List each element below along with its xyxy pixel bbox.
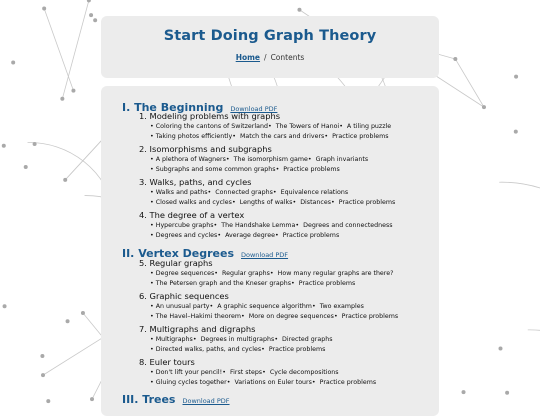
pattern-node: [63, 178, 67, 182]
section-list: • Degree sequences• Regular graphs• How many regular graphs are there?: [150, 270, 394, 277]
section-link[interactable]: A tiling puzzle: [346, 123, 392, 130]
pattern-node: [71, 89, 75, 93]
pattern-arc: [528, 330, 540, 405]
chapter-title[interactable]: 8. Euler tours: [139, 357, 195, 367]
section-link[interactable]: Practice problems: [298, 280, 356, 287]
pattern-node: [46, 399, 50, 403]
section-link[interactable]: Hypercube graphs: [155, 222, 214, 229]
pattern-node: [453, 57, 457, 61]
chapter-title[interactable]: 6. Graphic sequences: [139, 291, 229, 301]
section-list: • Coloring the cantons of Switzerland• The Towers of Hanoi• A tiling puzzle: [150, 123, 392, 130]
section-link[interactable]: The Towers of Hanoi: [275, 123, 340, 130]
pattern-node: [482, 105, 486, 109]
section-link[interactable]: Degrees and connectedness: [303, 222, 393, 229]
section-link[interactable]: More on degree sequences: [248, 313, 334, 320]
pattern-node: [81, 311, 85, 315]
section-list: • Walks and paths• Connected graphs• Equivalence relations: [150, 189, 349, 196]
chapter-title[interactable]: 1. Modeling problems with graphs: [139, 111, 281, 121]
section-link[interactable]: Distances: [300, 199, 332, 206]
pattern-node: [33, 142, 37, 146]
section-link[interactable]: Directed graphs: [282, 336, 333, 343]
pattern-edge: [455, 59, 484, 107]
section-list: • The Petersen graph and the Kneser graphs• Practice problems: [150, 280, 356, 287]
section-link[interactable]: Gluing cycles together: [155, 379, 227, 386]
section-link[interactable]: Practice problems: [332, 133, 389, 140]
section-link[interactable]: A plethora of Wagners: [155, 156, 226, 163]
section-link[interactable]: An unusual party: [155, 303, 210, 310]
breadcrumb-current: Contents: [270, 53, 305, 62]
section-link[interactable]: Regular graphs: [222, 270, 270, 277]
pattern-node: [505, 391, 509, 395]
pattern-node: [41, 373, 45, 377]
chapter-title[interactable]: 3. Walks, paths, and cycles: [139, 177, 252, 187]
pattern-node: [66, 319, 70, 323]
page-title: Start Doing Graph Theory: [163, 28, 377, 44]
section-link[interactable]: Connected graphs: [215, 189, 273, 196]
section-link[interactable]: Practice problems: [283, 166, 340, 173]
pattern-node: [3, 304, 7, 308]
section-link[interactable]: Match the cars and drivers: [239, 133, 325, 140]
section-link[interactable]: A graphic sequence algorithm: [217, 303, 312, 310]
section-link[interactable]: The Havel–Hakimi theorem: [155, 313, 242, 320]
section-link[interactable]: Practice problems: [338, 199, 396, 206]
section-link[interactable]: Practice problems: [319, 379, 377, 386]
part-title[interactable]: III. Trees: [122, 393, 176, 406]
section-list: • Subgraphs and some common graphs• Practice problems: [150, 166, 340, 173]
pattern-node: [60, 97, 64, 101]
pattern-node: [297, 8, 301, 12]
section-link[interactable]: How many regular graphs are there?: [277, 270, 394, 277]
section-list: • An unusual party• A graphic sequence algorithm• Two examples: [150, 303, 364, 310]
section-link[interactable]: Average degree: [225, 232, 275, 239]
section-link[interactable]: Two examples: [319, 303, 364, 310]
section-link[interactable]: Multigraphs: [155, 336, 193, 343]
section-list: • Directed walks, paths, and cycles• Practice problems: [150, 346, 326, 353]
chapter-title[interactable]: 5. Regular graphs: [139, 258, 213, 268]
pattern-node: [90, 397, 94, 401]
pattern-node: [514, 75, 518, 79]
section-list: • Closed walks and cycles• Lengths of walks• Distances• Practice problems: [150, 199, 396, 206]
section-list: • A plethora of Wagners• The isomorphism game• Graph invariants: [150, 156, 369, 163]
section-link[interactable]: Degrees and cycles: [155, 232, 218, 239]
download-pdf-link[interactable]: Download PDF: [182, 397, 230, 405]
section-link[interactable]: Closed walks and cycles: [155, 199, 232, 206]
part-heading: [122, 388, 230, 407]
chapter-title[interactable]: 7. Multigraphs and digraphs: [139, 324, 256, 334]
chapter-title[interactable]: 2. Isomorphisms and subgraphs: [139, 144, 272, 154]
section-link[interactable]: Subgraphs and some common graphs: [155, 166, 276, 173]
breadcrumb-separator: /: [264, 53, 267, 62]
pattern-edge: [44, 9, 73, 91]
section-list: • Don't lift your pencil!• First steps• Cycle decompositions: [150, 369, 339, 376]
section-link[interactable]: Coloring the cantons of Switzerland: [155, 123, 268, 130]
section-link[interactable]: Directed walks, paths, and cycles: [155, 346, 262, 353]
download-pdf-link[interactable]: Download PDF: [230, 105, 278, 113]
section-link[interactable]: Graph invariants: [315, 156, 369, 163]
part-title[interactable]: II. Vertex Degrees: [122, 247, 234, 260]
pattern-node: [93, 18, 97, 22]
section-list: • The Havel–Hakimi theorem• More on degree sequences• Practice problems: [150, 313, 399, 320]
section-list: • Hypercube graphs• The Handshake Lemma• Degrees and connectedness: [150, 222, 393, 229]
section-link[interactable]: Equivalence relations: [280, 189, 349, 196]
breadcrumb-home-link[interactable]: Home: [235, 53, 261, 62]
section-link[interactable]: First steps: [229, 369, 263, 376]
section-link[interactable]: Practice problems: [282, 232, 340, 239]
section-link[interactable]: The Handshake Lemma: [221, 222, 296, 229]
section-link[interactable]: Don't lift your pencil!: [155, 369, 223, 376]
chapter-title[interactable]: 4. The degree of a vertex: [139, 210, 245, 220]
section-list: • Taking photos efficiently• Match the cars and drivers• Practice problems: [150, 133, 389, 140]
pattern-edge: [62, 0, 89, 98]
pattern-node: [87, 0, 91, 2]
section-link[interactable]: Variations on Euler tours: [234, 379, 312, 386]
section-list: • Gluing cycles together• Variations on Euler tours• Practice problems: [150, 379, 377, 386]
pattern-node: [499, 346, 503, 350]
section-link[interactable]: Taking photos efficiently: [155, 133, 233, 140]
pattern-arc: [499, 182, 540, 285]
pattern-node: [40, 354, 44, 358]
pattern-node: [42, 7, 46, 11]
section-link[interactable]: Cycle decompositions: [269, 369, 339, 376]
section-link[interactable]: Degrees in multigraphs: [200, 336, 275, 343]
section-link[interactable]: The Petersen graph and the Kneser graphs: [155, 280, 292, 287]
section-link[interactable]: The isomorphism game: [233, 156, 308, 163]
section-list: • Multigraphs• Degrees in multigraphs• Directed graphs: [150, 336, 333, 343]
table-of-contents: [101, 86, 439, 416]
part-title[interactable]: I. The Beginning: [122, 101, 224, 114]
pattern-node: [11, 61, 15, 65]
pattern-node: [462, 390, 466, 394]
pattern-node: [514, 130, 518, 134]
download-pdf-link[interactable]: Download PDF: [241, 251, 289, 259]
section-link[interactable]: Practice problems: [268, 346, 326, 353]
section-link[interactable]: Practice problems: [341, 313, 399, 320]
section-link[interactable]: Walks and paths: [155, 189, 208, 196]
section-link[interactable]: Lengths of walks: [239, 199, 293, 206]
pattern-node: [24, 165, 28, 169]
pattern-node: [2, 144, 6, 148]
breadcrumb: [101, 53, 439, 62]
header-card: [101, 16, 439, 78]
section-list: • Degrees and cycles• Average degree• Practice problems: [150, 232, 340, 239]
pattern-node: [89, 13, 93, 17]
section-link[interactable]: Degree sequences: [155, 270, 215, 277]
